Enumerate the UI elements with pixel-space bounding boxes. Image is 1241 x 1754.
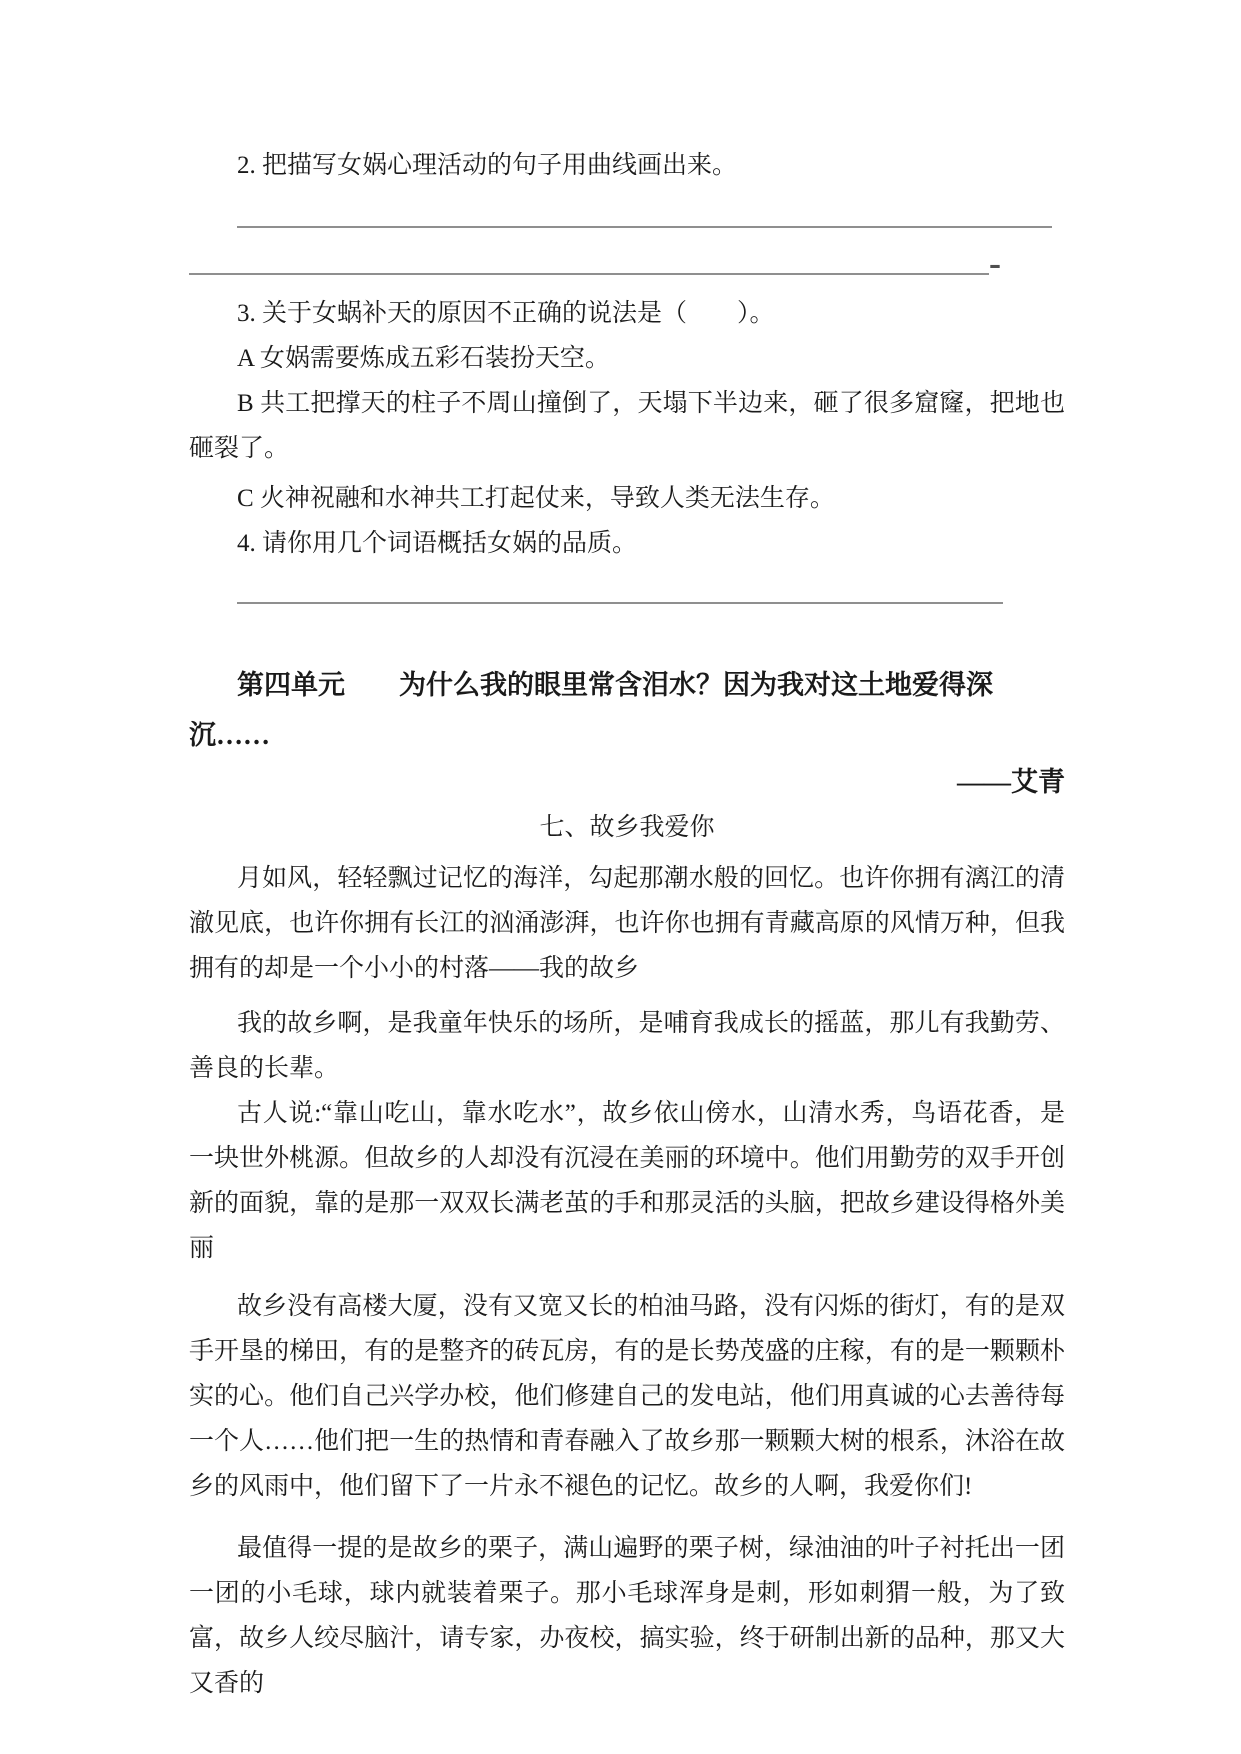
- answer-blank-line-2: [189, 243, 1001, 283]
- option-c-text: C 火神祝融和水神共工打起仗来，导致人类无法生存。: [237, 485, 835, 512]
- page-content: [189, 143, 1065, 1706]
- option-b-text: B 共工把撑天的柱子不周山撞倒了，天塌下半边来，砸了很多窟窿，把地也砸裂了。: [189, 390, 1065, 462]
- question-3-text: 3. 关于女蜗补天的原因不正确的说法是（ ）。: [237, 300, 775, 327]
- essay-paragraph: 最值得一提的是故乡的栗子，满山遍野的栗子树，绿油油的叶子衬托出一团一团的小毛球，球内就装着栗子。那小毛球浑身是刺，形如刺猬一般，为了致富，故乡人绞尽脑汁，请专家，办夜校，搞实验，终于研制出新的品种，那又大又香的: [189, 1535, 1065, 1697]
- essay-paragraph: 故乡没有高楼大厦，没有又宽又长的柏油马路，没有闪烁的街灯，有的是双手开垦的梯田，有的是整齐的砖瓦房，有的是长势茂盛的庄稼，有的是一颗颗朴实的心。他们自己兴学办校，他们修建自己的发电站，他们用真诚的心去善待每一个人……他们把一生的热情和青春融入了故乡那一颗颗大树的根系，沐浴在故乡的风雨中，他们留下了一片永不褪色的记忆。故乡的人啊，我爱你们!: [189, 1293, 1065, 1500]
- answer-blank-line-3: [237, 602, 1003, 604]
- option-a-text: A 女娲需要炼成五彩石装扮天空。: [237, 345, 610, 372]
- essay-paragraph: 我的故乡啊，是我童年快乐的场所，是哺育我成长的摇蓝，那儿有我勤劳、善良的长辈。: [189, 1010, 1065, 1082]
- answer-blank-line-1: [237, 226, 1052, 228]
- unit-quote-author: ——艾青: [957, 767, 1065, 797]
- essay-title: 七、故乡我爱你: [539, 814, 715, 841]
- essay-paragraph: 月如风，轻轻飘过记忆的海洋，勾起那潮水般的回忆。也许你拥有漓江的清澈见底，也许你拥有长江的汹涌澎湃，也许你也拥有青藏高原的风情万种，但我拥有的却是一个小小的村落——我的故乡: [189, 865, 1065, 982]
- unit-4-header: 第四单元 为什么我的眼里常含泪水？因为我对这土地爱得深沉……: [189, 670, 993, 750]
- question-2-text: 2. 把描写女娲心理活动的句子用曲线画出来。: [237, 152, 738, 179]
- stray-dash-mark: -: [989, 243, 1001, 283]
- question-4-text: 4. 请你用几个词语概括女娲的品质。: [237, 530, 638, 557]
- essay-paragraph: 古人说:“靠山吃山，靠水吃水”，故乡依山傍水，山清水秀，鸟语花香，是一块世外桃源。但故乡的人却没有沉浸在美丽的环境中。他们用勤劳的双手开创新的面貌，靠的是那一双双长满老茧的手和那灵活的头脑，把故乡建设得格外美丽: [189, 1100, 1065, 1262]
